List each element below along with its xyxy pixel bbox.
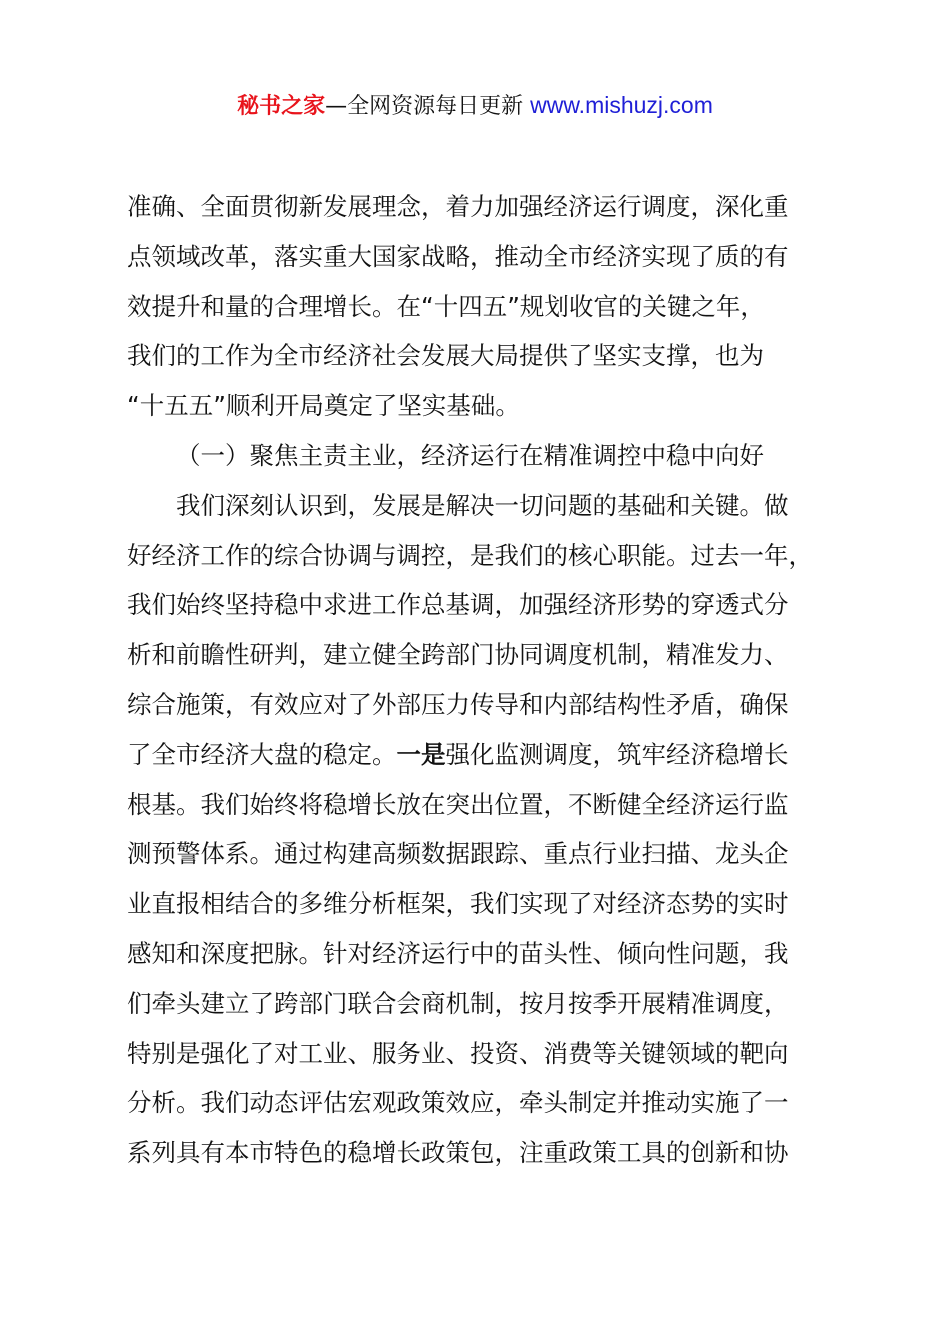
emphasis-label: 一是: [396, 739, 446, 769]
text-line: 分析。我们动态评估宏观政策效应，牵头制定并推动实施了一: [127, 1088, 789, 1118]
text-line: 特别是强化了对工业、服务业、投资、消费等关键领域的靶向: [127, 1038, 789, 1068]
text-segment: 强化监测调度，筑牢经济稳增长: [445, 739, 789, 769]
site-tagline: —全网资源每日更新: [325, 94, 531, 119]
text-line: 析和前瞻性研判，建立健全跨部门协同调度机制，精准发力、: [127, 640, 789, 670]
text-line: 根基。我们始终将稳增长放在突出位置，不断健全经济运行监: [127, 789, 789, 819]
site-header: [0, 88, 950, 124]
site-url-link[interactable]: www.mishuzj.com: [530, 92, 713, 118]
text-segment: 了全市经济大盘的稳定。: [127, 739, 397, 769]
section-heading: （一）聚焦主责主业，经济运行在精准调控中稳中向好: [176, 440, 764, 470]
text-line: 我们深刻认识到，发展是解决一切问题的基础和关键。做: [176, 490, 789, 520]
text-line: 准确、全面贯彻新发展理念，着力加强经济运行调度，深化重: [127, 192, 789, 221]
text-line: [127, 730, 867, 780]
text-line: 们牵头建立了跨部门联合会商机制，按月按季开展精准调度，: [127, 988, 789, 1018]
text-line: 感知和深度把脉。针对经济运行中的苗头性、倾向性问题，我: [127, 938, 789, 968]
site-brand: 秘书之家: [237, 94, 326, 119]
text-line: “十五五”顺利开局奠定了坚实基础。: [127, 391, 520, 421]
text-line: 系列具有本市特色的稳增长政策包，注重政策工具的创新和协: [127, 1138, 789, 1168]
text-line: 好经济工作的综合协调与调控，是我们的核心职能。过去一年，: [127, 540, 813, 570]
text-line: 点领域改革，落实重大国家战略，推动全市经济实现了质的有: [127, 241, 789, 271]
text-line: 效提升和量的合理增长。在“十四五”规划收官的关键之年，: [127, 291, 765, 321]
text-line: 我们的工作为全市经济社会发展大局提供了坚实支撑，也为: [127, 341, 764, 371]
document-body: [127, 182, 867, 1178]
text-line: 测预警体系。通过构建高频数据跟踪、重点行业扫描、龙头企: [127, 839, 789, 869]
text-line: 业直报相结合的多维分析框架，我们实现了对经济态势的实时: [127, 889, 789, 919]
text-line: 我们始终坚持稳中求进工作总基调，加强经济形势的穿透式分: [127, 590, 789, 620]
text-line: 综合施策，有效应对了外部压力传导和内部结构性矛盾，确保: [127, 689, 789, 719]
